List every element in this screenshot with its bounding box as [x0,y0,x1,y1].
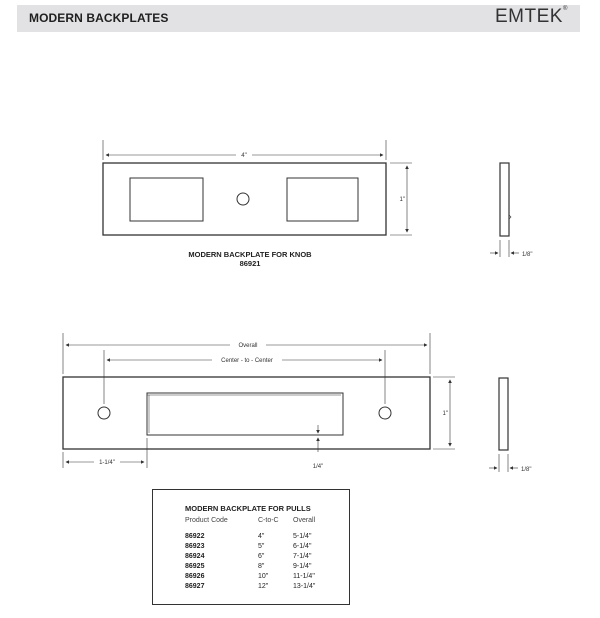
knob-center-hole [237,193,249,205]
pull-overall-label: Overall [238,343,258,349]
overall-value: 6-1/4" [293,543,312,550]
pull-backplate-side [499,378,508,450]
product-code: 86925 [185,563,205,570]
table-row [185,553,355,562]
pull-ctc-label: Center - to - Center [221,358,273,364]
pull-left-hole [98,407,110,419]
knob-caption [150,250,350,268]
product-code: 86926 [185,573,205,580]
ctc-value: 5" [258,543,265,550]
knob-height-label: 1" [399,197,405,203]
ctc-value: 10" [258,573,269,580]
product-code: 86922 [185,533,205,540]
column-header-product-code: Product Code [185,517,228,524]
table-title: MODERN BACKPLATE FOR PULLS [185,504,311,513]
pull-right-hole [379,407,391,419]
pulls-spec-table [152,489,350,605]
ctc-value: 6" [258,553,265,560]
knob-caption-code: 86921 [239,259,261,268]
knob-right-window [287,178,358,221]
pull-backplate-front [63,377,430,449]
table-row [185,533,355,542]
product-code: 86923 [185,543,205,550]
knob-backplate-side [500,163,509,236]
ctc-value: 4" [258,533,265,540]
brand-registered-mark: ® [562,6,568,12]
table-row [185,563,355,572]
knob-width-label: 4" [241,153,247,159]
knob-caption-title: MODERN BACKPLATE FOR KNOB [188,250,312,259]
table-row [185,583,355,592]
overall-value: 13-1/4" [293,583,316,590]
table-row [185,543,355,552]
overall-value: 5-1/4" [293,533,312,540]
table-row [185,573,355,582]
brand-name: EMTEK [495,6,563,27]
column-header-overall: Overall [293,517,316,524]
pull-thickness-label: 1/8" [521,467,532,473]
ctc-value: 8" [258,563,265,570]
overall-value: 7-1/4" [293,553,312,560]
pull-height-label: 1" [442,411,448,417]
knob-backplate-front [103,163,386,235]
knob-left-window [130,178,203,221]
column-header-ctc: C-to-C [258,517,279,524]
product-code: 86927 [185,583,205,590]
pull-recess [147,393,343,435]
knob-thickness-label: 1/8" [522,252,533,258]
product-code: 86924 [185,553,205,560]
overall-value: 9-1/4" [293,563,312,570]
ctc-value: 12" [258,583,269,590]
page-title: MODERN BACKPLATES [29,11,169,25]
overall-value: 11-1/4" [293,573,315,580]
pull-offset-label: 1-1/4" [99,460,115,466]
pull-recess-label: 1/4" [312,464,324,470]
table-header-row [185,517,355,526]
